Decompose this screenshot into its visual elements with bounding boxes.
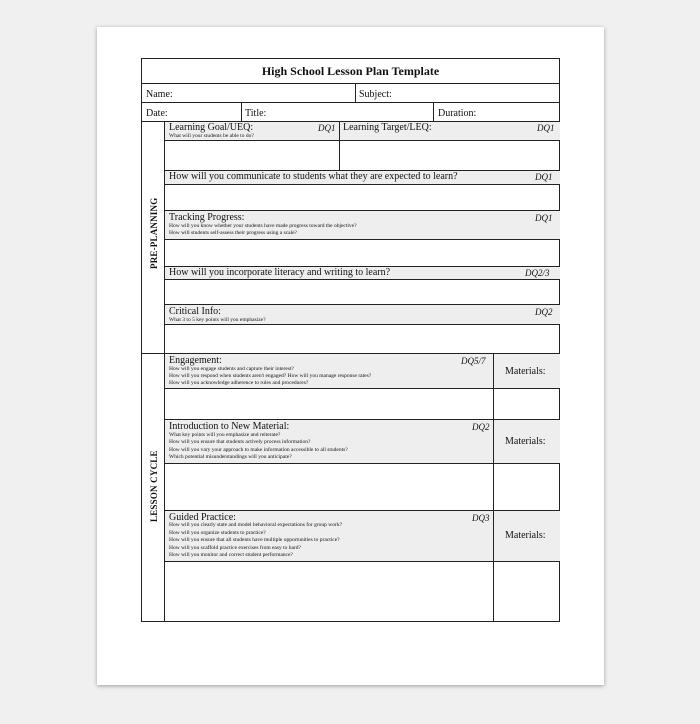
name-label: Name: [146,89,173,100]
guided-practice-label: Guided Practice: [169,512,236,523]
tracking-label: Tracking Progress: [169,212,245,223]
literacy-label: How will you incorporate literacy and writing to learn? [169,267,391,278]
form-title: High School Lesson Plan Template [261,64,440,78]
lesson-plan-form [141,58,560,622]
introduction-materials-label: Materials: [505,436,546,447]
engagement-dq: DQ5/7 [461,356,486,366]
tracking-prompt-2: How will students self-assess their progress using a scale? [169,230,298,236]
document-page [97,27,604,685]
introduction-prompt-4: Which potential misunderstandings will you anticipate? [169,454,292,460]
guided-prompt-4: How will you scaffold practice exercises from easy to hard? [169,545,302,551]
guided-prompt-5: How will you monitor and correct student performance? [169,552,293,558]
date-label: Date: [146,108,168,119]
engagement-prompt-3: How will you acknowledge adherence to rules and procedures? [169,380,309,386]
introduction-prompt-2: How will you ensure that students actively process information? [169,439,311,445]
engagement-prompt-1: How will you engage students and capture their interest? [169,366,294,372]
introduction-dq: DQ2 [472,422,490,432]
learning-goal-label: Learning Goal/UEQ: [169,122,254,133]
learning-target-dq: DQ1 [537,123,555,133]
engagement-prompt-2: How will you respond when students aren't engaged? How will you manage response rates? [169,373,372,379]
engagement-materials-label: Materials: [505,366,546,377]
introduction-prompt-3: How will you vary your approach to make information accessible to all students? [169,447,348,453]
learning-goal-dq: DQ1 [318,123,336,133]
introduction-label: Introduction to New Material: [169,421,290,432]
subject-label: Subject: [359,89,392,100]
tracking-prompt-1: How will you know whether your students have made progress toward the objective? [169,223,357,229]
critical-info-dq: DQ2 [535,307,553,317]
communicate-dq: DQ1 [535,172,553,182]
critical-info-prompt: What 3 to 5 key points will you emphasize? [169,317,266,323]
communicate-label: How will you communicate to students what they are expected to learn? [169,171,458,182]
engagement-label: Engagement: [169,355,222,366]
title-label: Title: [245,108,267,119]
guided-practice-dq: DQ3 [472,513,490,523]
critical-info-label: Critical Info: [169,306,221,317]
tracking-dq: DQ1 [535,213,553,223]
lesson-cycle-section-label: LESSON CYCLE [149,450,159,522]
guided-prompt-3: How will you ensure that all students have multiple opportunities to practice? [169,537,340,543]
introduction-prompt-1: What key points will you emphasize and reiterate? [169,432,281,438]
guided-prompt-2: How will you organize students to practice? [169,530,266,536]
learning-target-label: Learning Target/LEQ: [343,122,432,133]
preplanning-section-label: PRE-PLANNING [149,197,159,269]
duration-label: Duration: [438,108,477,119]
learning-goal-prompt: What will your students be able to do? [169,133,254,139]
guided-materials-label: Materials: [505,530,546,541]
literacy-dq: DQ2/3 [525,268,550,278]
guided-prompt-1: How will you clearly state and model behavioral expectations for group work? [169,522,343,528]
